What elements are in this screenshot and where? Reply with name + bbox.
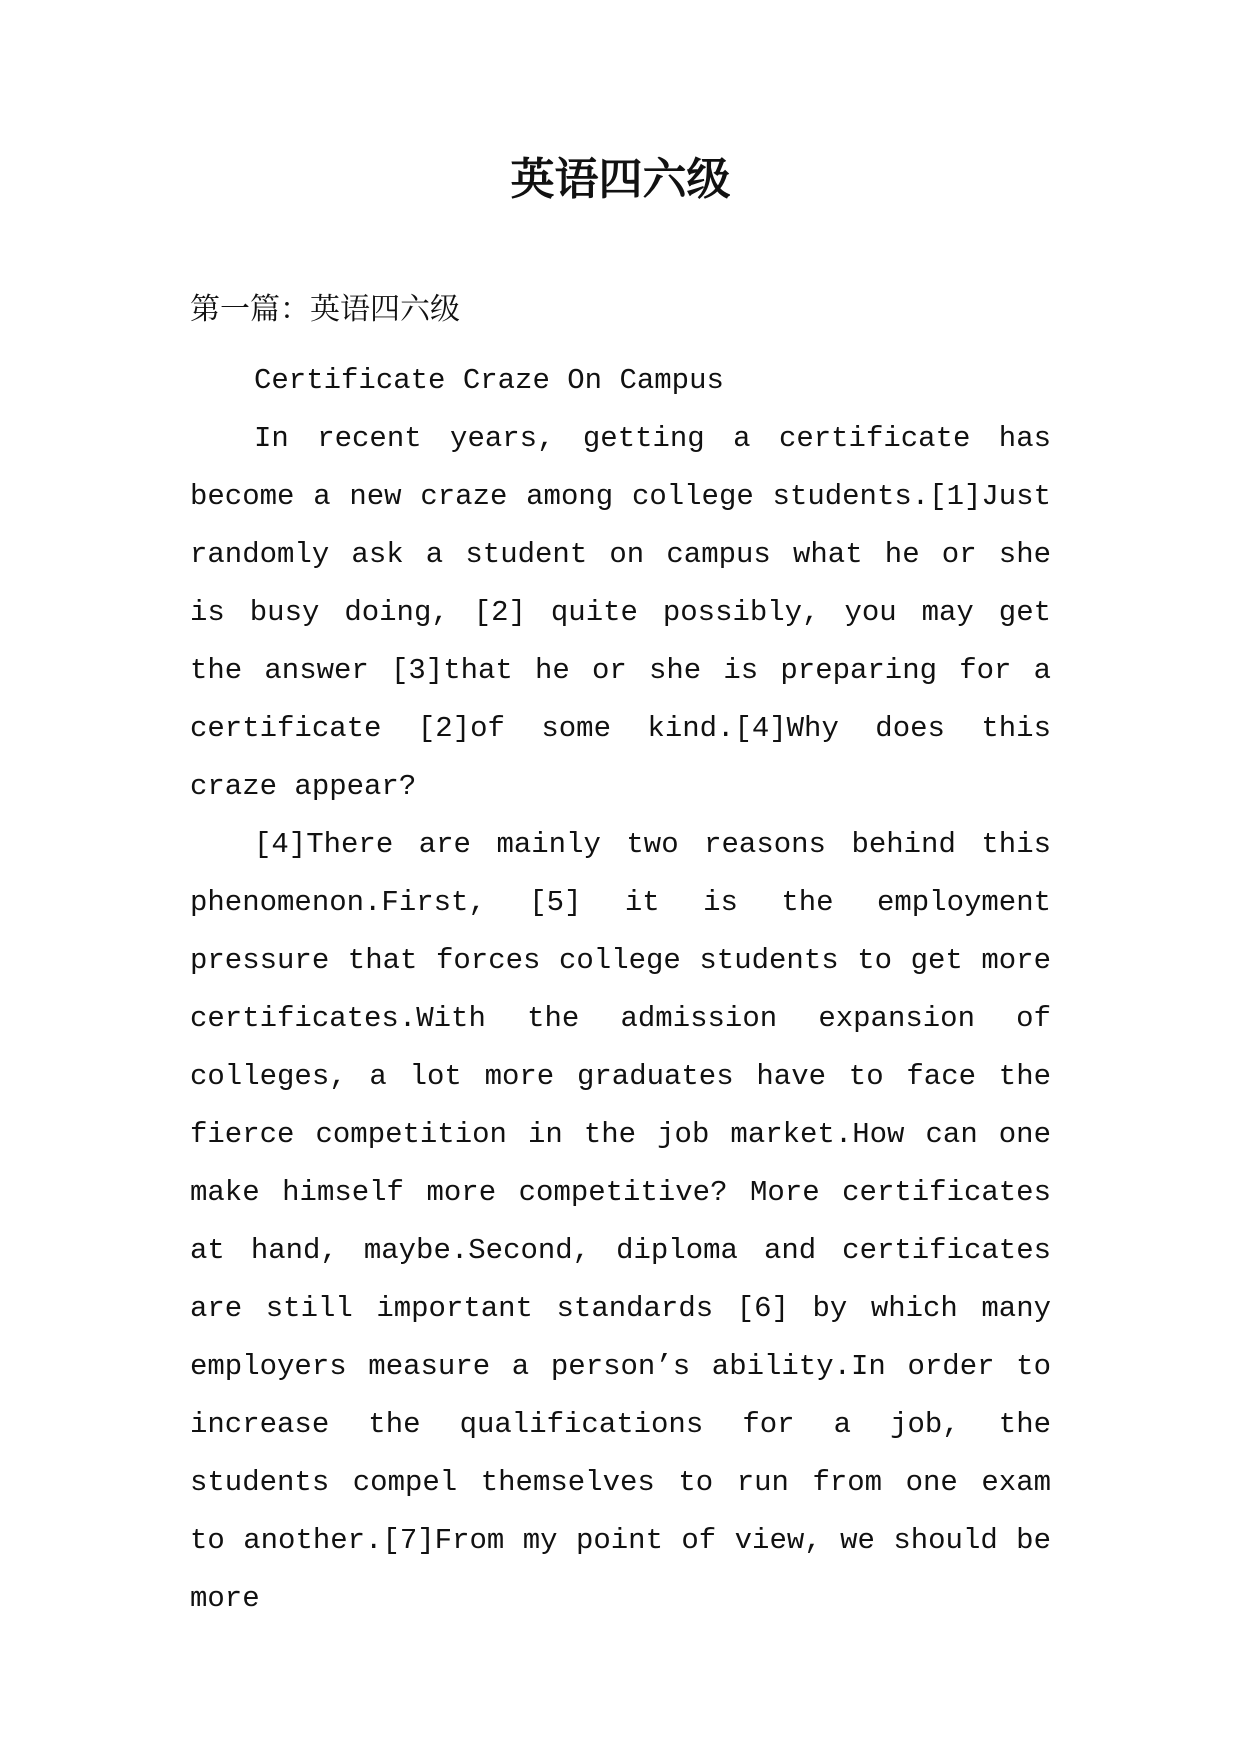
essay-title: Certificate Craze On Campus	[254, 364, 724, 397]
document-title: 英语四六级	[510, 154, 731, 205]
paragraph: [4]There are mainly two reasons behind this phenomenon.First, [5] it is the employment pressure that forces college students to get more certificates.With the admission expansion of colleges, a lot more graduates have to face the fierce competition in the job market.How can one make himself more competitive? More certificates at hand, maybe.Second, diploma and certificates are still important standards [6] by which many employers measure a person’s ability.In order to increase the qualifications for a job, the students compel themselves to run from one exam to another.[7]From my point of view, we should be more	[190, 828, 1051, 1615]
document-body	[190, 352, 1051, 1628]
section-heading: 第一篇：英语四六级	[190, 292, 460, 327]
paragraph: In recent years, getting a certificate has become a new craze among college students.[1]Just randomly ask a student on campus what he or she is busy doing, [2] quite possibly, you may get the answer [3]that he or she is preparing for a certificate [2]of some kind.[4]Why does this craze appear?	[190, 422, 1051, 803]
